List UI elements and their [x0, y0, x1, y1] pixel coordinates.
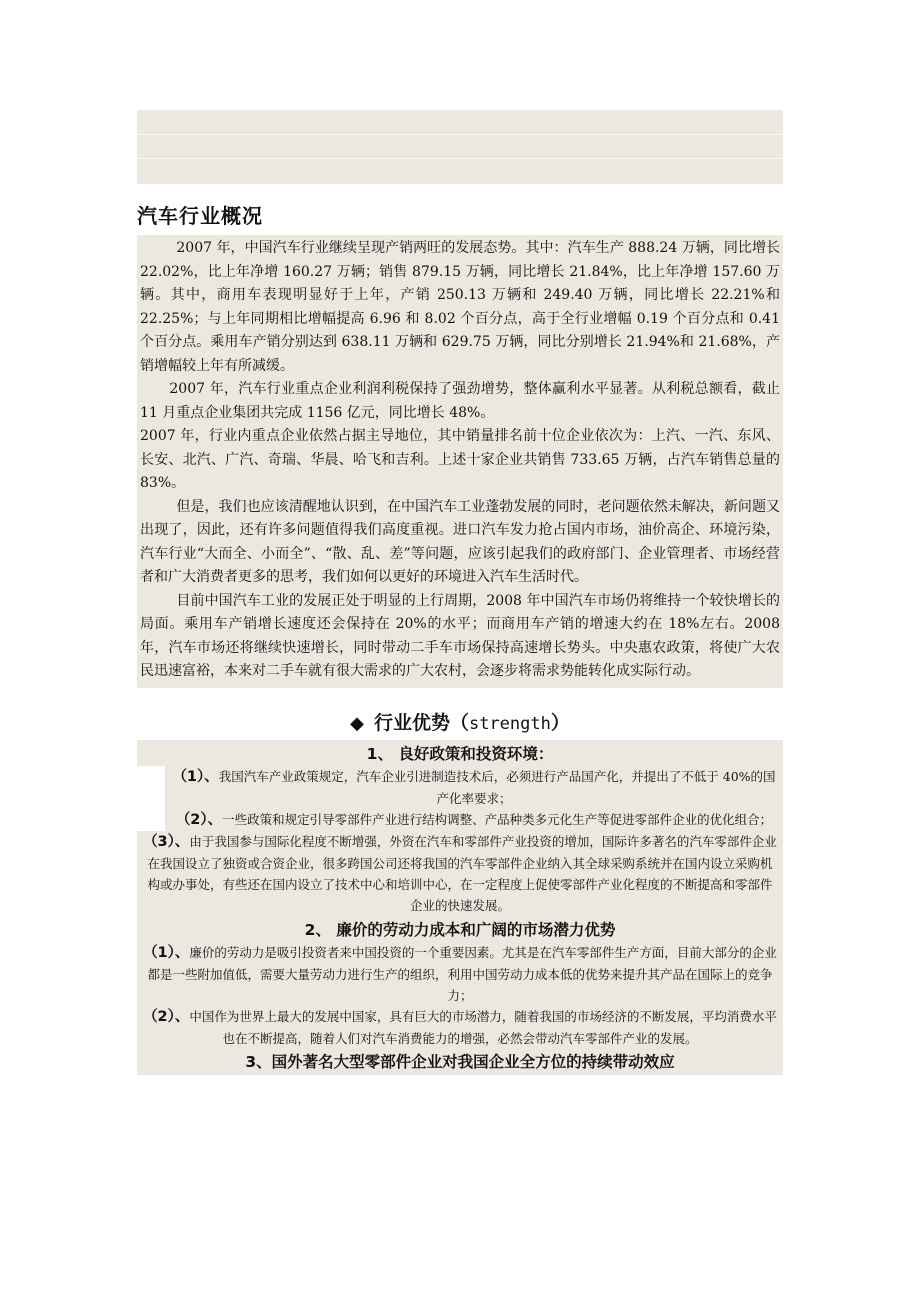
- item-text: 由于我国参与国际化程度不断增强，外资在汽车和零部件产业投资的增加，国际许多著名的汽车零部件企业在我国设立了独资或合资企业，很多跨国公司还将我国的汽车零部件企业纳入其全球采购系统并在国内设立采购机构或办事处，有些还在国内设立了技术中心和培训中心，在一定程度上促使零部件产业化程度的不断提高和零部件企业的快速发展。: [147, 833, 777, 913]
- paragraph: 2007 年，汽车行业重点企业利润利税保持了强劲增势，整体赢利水平显著。从利税总额看，截止 11 月重点企业集团共完成 1156 亿元，同比增长 48%。: [140, 381, 780, 421]
- list-item: [165, 766, 783, 809]
- strength-english: strength: [468, 713, 551, 734]
- strength-close: ）: [550, 711, 570, 734]
- page-title: 汽车行业概况: [137, 204, 263, 228]
- section-policy: [137, 740, 783, 766]
- item-number: （3）、: [143, 833, 190, 850]
- item-text: 廉价的劳动力是吸引投资者来中国投资的一个重要因素。尤其是在汽车零部件生产方面，目前大部分的企业都是一些附加值低，需要大量劳动力进行生产的组织，利用中国劳动力成本低的优势来提升其产品在国际上的竞争力；: [147, 944, 777, 1003]
- section-title: 1、 良好政策和投资环境：: [366, 744, 554, 763]
- strength-label: 行业优势（: [373, 711, 469, 734]
- list-item: [137, 942, 783, 1006]
- list-item: [137, 831, 783, 916]
- section-foreign-suppliers-title: 3、国外著名大型零部件企业对我国企业全方位的持续带动效应: [137, 1049, 783, 1075]
- strength-heading: [137, 706, 783, 740]
- item-text: 我国汽车产业政策规定，汽车企业引进制造技术后，必须进行产品国产化，并提出了不低于 40%的国产化率要求；: [218, 768, 776, 806]
- list-item: [137, 1006, 783, 1049]
- header-divider: [137, 134, 783, 135]
- section-policy-items: [137, 766, 783, 831]
- item-text: 一些政策和规定引导零部件产业进行结构调整、产品种类多元化生产等促进零部件企业的优化组合；: [222, 811, 773, 827]
- item-text: 中国作为世界上最大的发展中国家，具有巨大的市场潜力，随着我国的市场经济的不断发展，平均消费水平也在不断提高，随着人们对汽车消费能力的增强，必然会带动汽车零部件产业的发展。: [189, 1008, 777, 1046]
- section-labor-market: [137, 916, 783, 1049]
- paragraph: 目前中国汽车工业的发展正处于明显的上行周期，2008 年中国汽车市场仍将维持一个较快增长的局面。乘用车产销增长速度还会保持在 20%的水平；而商用车产销的增速大约在 18%左右。2008 年，汽车市场还将继续快速增长，同时带动二手车市场保持高速增长势头。中央惠农政策，将使广大农民迅速富裕，本来对二手车就有很大需求的广大农村，会逐步将需求势能转化成实际行动。: [140, 592, 780, 679]
- paragraph: 2007 年，中国汽车行业继续呈现产销两旺的发展态势。其中：汽车生产 888.24 万辆，同比增长 22.02%，比上年净增 160.27 万辆；销售 879.15 万辆，同比增长 21.84%，比上年净增 157.60 万辆。其中，商用车表现明显好于上年，产销 250.13 万辆和 249.40 万辆，同比增长 22.21%和 22.25%；与上年同期相比增幅提高 6.96 和 8.02 个百分点，高于全行业增幅 0.19 个百分点和 0.41 个百分点。乘用车产销分别达到 638.11 万辆和 629.75 万辆，同比分别增长 21.94%和 21.68%，产销增幅较上年有所减缓。: [140, 240, 780, 374]
- header-divider: [137, 158, 783, 159]
- document-page: [137, 110, 783, 1075]
- item-number: （2）、: [143, 1008, 190, 1025]
- section-title: 2、 廉价的劳动力成本和广阔的市场潜力优势: [304, 920, 616, 939]
- header-band: [137, 110, 783, 184]
- overview-text: [137, 235, 783, 688]
- item-number: （1）、: [172, 768, 219, 785]
- margin-gap: [137, 766, 165, 831]
- item-number: （2）、: [175, 811, 223, 828]
- item-number: （1）、: [143, 944, 190, 961]
- list-item: [165, 809, 783, 831]
- paragraph: 但是，我们也应该清醒地认识到，在中国汽车工业蓬勃发展的同时，老问题依然未解决，新问题又出现了，因此，还有许多问题值得我们高度重视。进口汽车发力抢占国内市场，油价高企、环境污染，汽车行业“大而全、小而全”、“散、乱、差”等问题，应该引起我们的政府部门、企业管理者、市场经营者和广大消费者更多的思考，我们如何以更好的环境进入汽车生活时代。: [140, 498, 780, 585]
- paragraph: 2007 年，行业内重点企业依然占据主导地位，其中销量排名前十位企业依次为：上汽、一汽、东风、长安、北汽、广汽、奇瑞、华晨、哈飞和吉利。上述十家企业共销售 733.65 万辆，占汽车销售总量的 83%。: [140, 428, 780, 491]
- diamond-bullet-icon: ◆: [350, 712, 364, 734]
